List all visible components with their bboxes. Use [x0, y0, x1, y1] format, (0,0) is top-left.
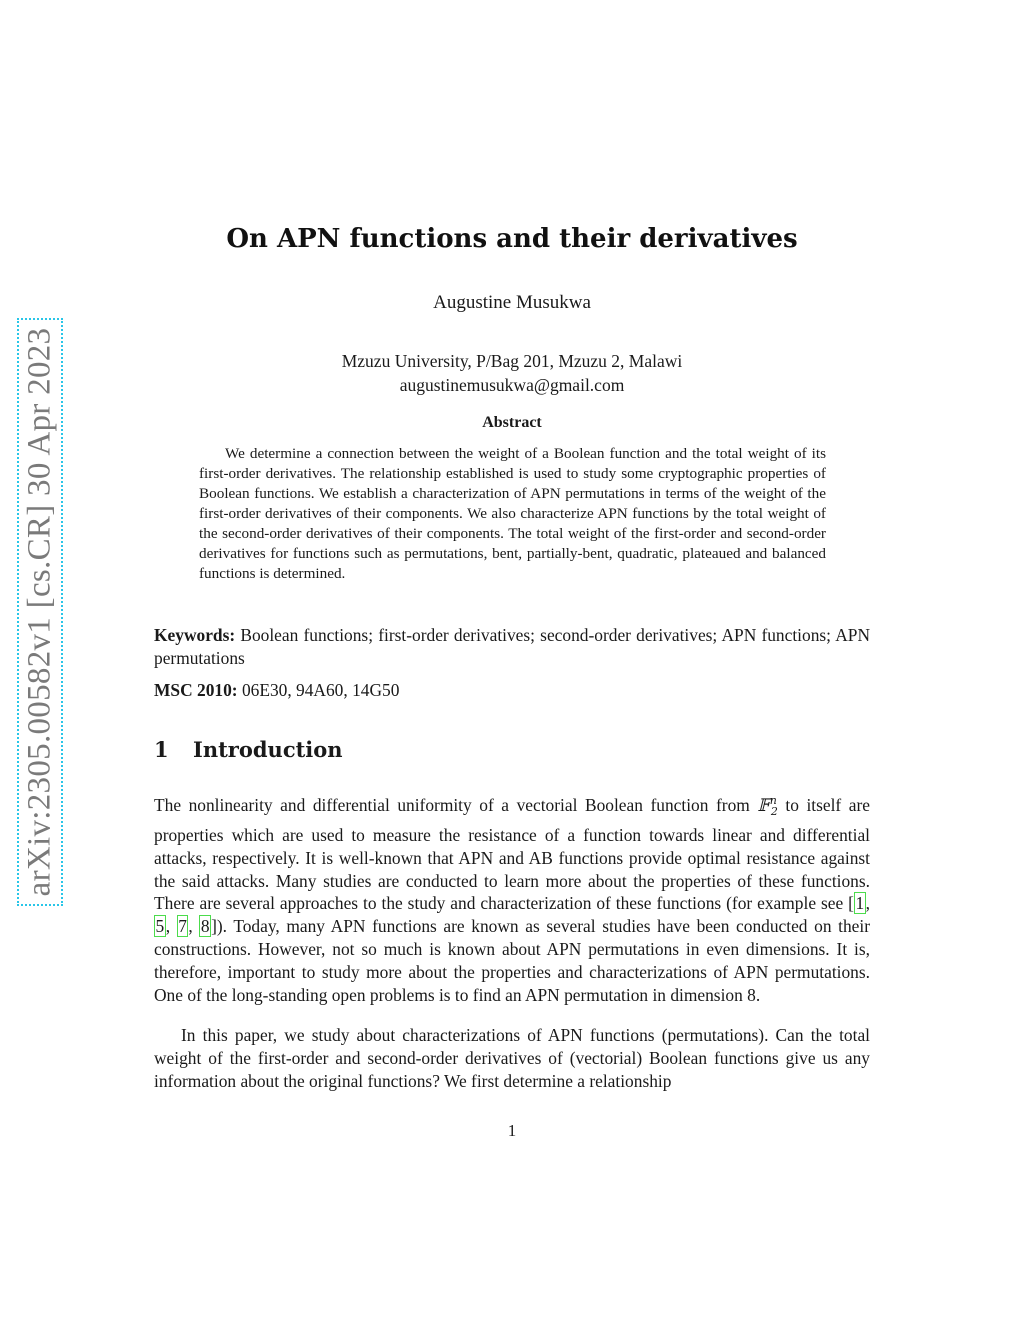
section-title: Introduction [193, 737, 343, 762]
citation-link[interactable]: 5 [155, 916, 165, 937]
citation-link[interactable]: 8 [200, 916, 210, 937]
arxiv-stamp[interactable] [17, 318, 63, 906]
arxiv-id-label[interactable]: arXiv:2305.00582v1 [cs.CR] 30 Apr 2023 [21, 327, 58, 897]
msc-label: MSC 2010: [154, 680, 238, 700]
msc-codes: 06E30, 94A60, 14G50 [241, 680, 400, 700]
paper-title: On APN functions and their derivatives [226, 224, 798, 254]
keywords-paragraph [154, 624, 870, 670]
page-number: 1 [507, 1121, 517, 1140]
msc-paragraph [154, 679, 870, 702]
intro-p1-mid: to itself are properties which are used to measure the resistance of a function towards linear and differential attacks, respectively. It is well-known that APN and AB functions provide optimal resistance against the said attacks. Many studies are conducted to learn more about the properties of these functions. There are several approaches to the study and characterization of these functions (for example see [ [154, 794, 871, 914]
keywords-label: Keywords: [154, 625, 236, 645]
author-email[interactable]: augustinemusukwa@gmail.com [399, 375, 625, 395]
section-heading-introduction [154, 737, 343, 762]
abstract-text: We determine a connection between the weight of a Boolean function and the total weight of its first-order derivatives. The relationship established is used to study some cryptographic properties of Boolean functions. We establish a characterization of APN permutations in terms of the weight of the first-order derivatives of their components. We also characterize APN functions by the total weight of the second-order derivatives of their components. The total weight of the first-order and second-order derivatives for functions such as permutations, bent, partially-bent, quadratic, plateaued and balanced functions is determined. [199, 445, 826, 582]
intro-paragraph-2: In this paper, we study about characterizations of APN functions (permutations). Can the total weight of the first-order and second-order derivatives of (vectorial) Boolean functions give us any information about the original functions? We first determine a relationship [154, 1025, 870, 1091]
author-affiliation-block [0, 349, 1024, 397]
citation-link[interactable]: 1 [855, 893, 865, 914]
intro-p1-start: The nonlinearity and differential uniformity of a vectorial Boolean function from [154, 794, 758, 815]
intro-paragraph-1: The nonlinearity and differential uniformity of a vectorial Boolean function from 𝔽$^n_2$ to itself are properties which are used to measure the resistance of a function towards linear and differential attacks, respectively. It is well-known that APN and AB functions provide optimal resistance against the said attacks. Many studies are conducted to learn more about the properties of these functions. There are several approaches to the study and characterization of these functions (for example see [1, 5, 7, 8]). Today, many APN functions are known as several studies have been conducted on their constructions. However, not so much is known about APN permutations in even dimensions. It is, therefore, important to study more about the properties and characterizations of APN permutations. One of the long-standing open problems is to find an APN permutation in dimension 8. [154, 794, 871, 1005]
affiliation: Mzuzu University, P/Bag 201, Mzuzu 2, Malawi [341, 351, 683, 371]
field-symbol: 𝔽$^n_2$ [757, 794, 778, 819]
abstract-heading: Abstract [482, 414, 542, 431]
citation-link[interactable]: 7 [178, 916, 187, 937]
intro-p1-end: ]). Today, many APN functions are known as several studies have been conducted on their constructions. However, not so much is known about APN permutations in even dimensions. It is, therefore, important to study more about the properties and characterizations of APN permutations. One of the long-standing open problems is to find an APN permutation in dimension 8. [154, 916, 871, 1005]
keywords-text: Boolean functions; first-order derivatives; second-order derivatives; APN functions; APN permutations [154, 625, 870, 668]
author-name: Augustine Musukwa [433, 292, 591, 313]
section-number: 1 [154, 737, 169, 762]
